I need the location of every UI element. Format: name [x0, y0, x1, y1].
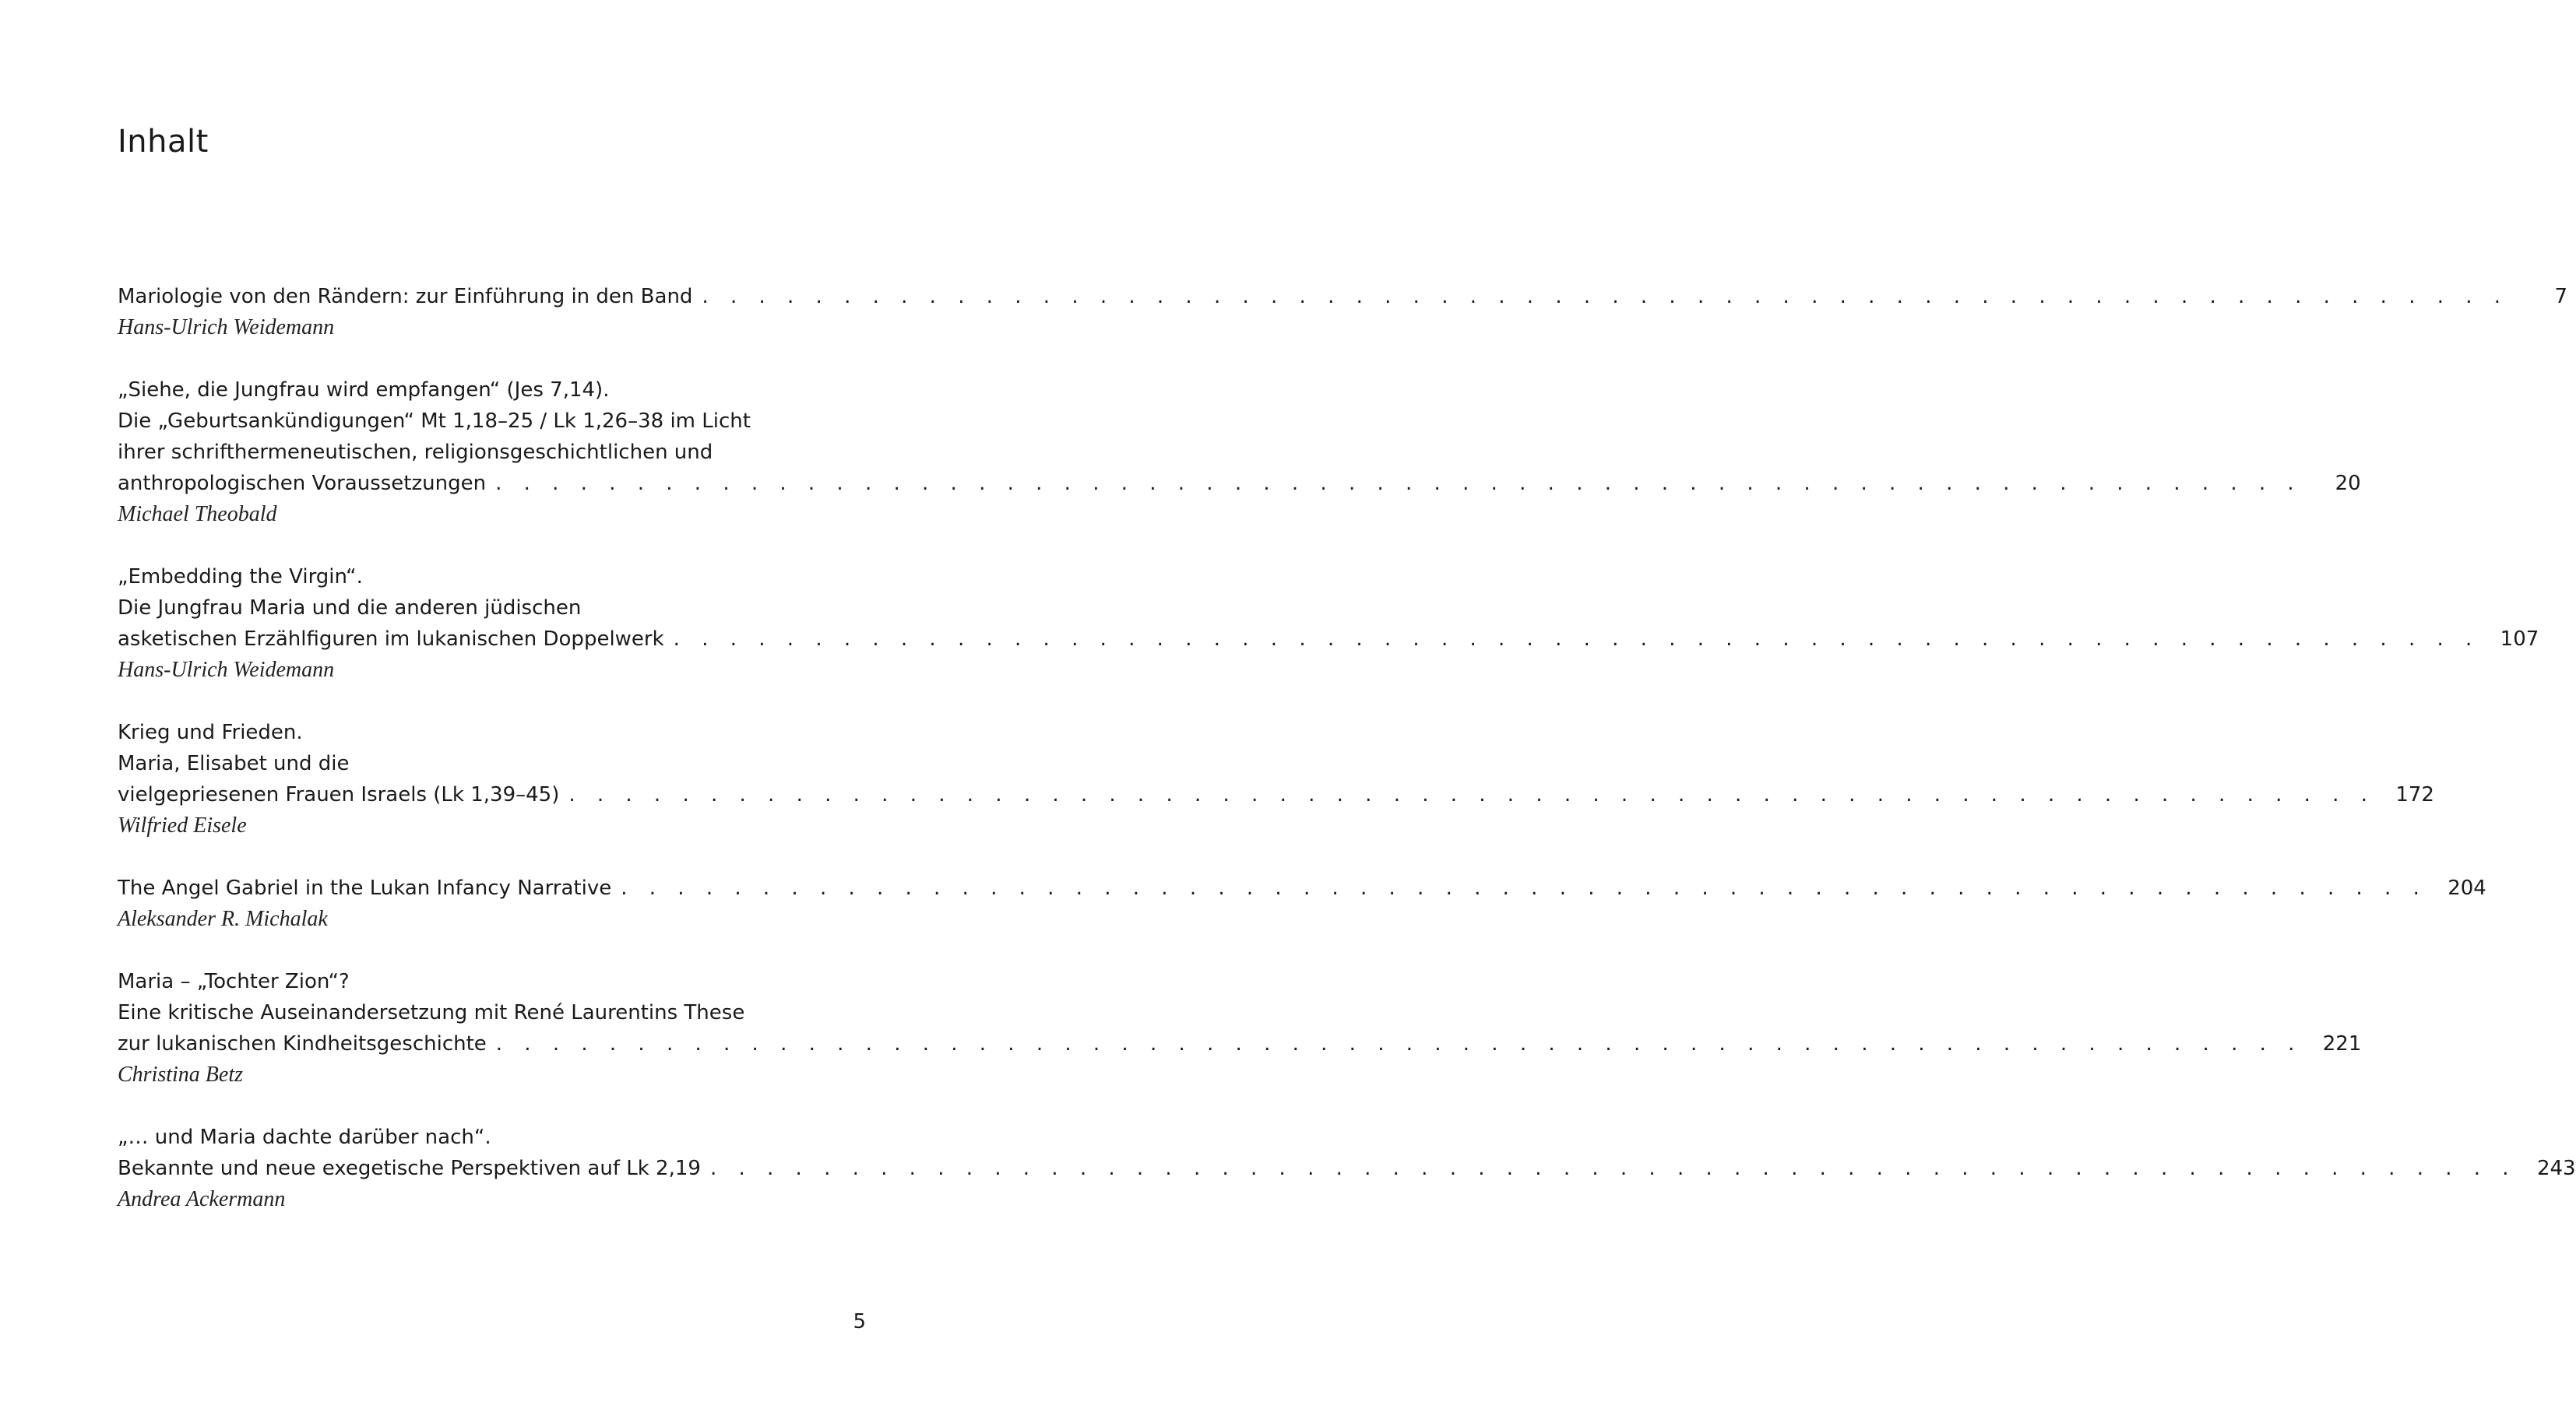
dot-leader: . . . . . . . . . . . . . . . . . . . . . . . . . . . . . . . . . . . . . . . . . . . . . . . . . . . . . . . . . . . . . . . .	[702, 285, 2509, 308]
toc-entry-author: Andrea Ackermann	[118, 1187, 286, 1211]
toc-entry-page-number: 20	[2335, 472, 2361, 495]
dot-leader: . . . . . . . . . . . . . . . . . . . . . . . . . . . . . . . . . . . . . . . . . . . . . . . . . . . . . . . . . . . . . . . .	[568, 783, 2375, 806]
toc-entry-author: Michael Theobald	[118, 502, 277, 526]
toc-entry[interactable]	[118, 561, 2539, 686]
toc-entry-title-line: Eine kritische Auseinandersetzung mit René Laurentins These	[118, 1001, 745, 1024]
toc-entry-title-line: Krieg und Frieden.	[118, 721, 303, 744]
toc-entry-title-line: Mariologie von den Rändern: zur Einführung in den Band	[118, 285, 693, 308]
toc-entry-page-number: 7	[2554, 285, 2568, 308]
toc-entry-final-line	[118, 873, 2486, 904]
dot-leader: . . . . . . . . . . . . . . . . . . . . . . . . . . . . . . . . . . . . . . . . . . . . . . . . . . . . . . . . . . . . . . . .	[621, 877, 2427, 900]
toc-entry-author: Hans-Ulrich Weidemann	[118, 315, 335, 339]
toc-entry-author: Hans-Ulrich Weidemann	[118, 658, 335, 682]
toc-entry-page-number: 243	[2536, 1157, 2576, 1180]
toc-entry[interactable]	[118, 374, 2361, 530]
toc-entry-title-line: „… und Maria dachte darüber nach“.	[118, 1126, 491, 1149]
toc-entry[interactable]	[118, 281, 2568, 343]
page-number: 5	[853, 1310, 866, 1333]
toc-entry-author: Wilfried Eisele	[118, 813, 247, 838]
toc-entry-title-line: „Siehe, die Jungfrau wird empfangen“ (Jes 7,14).	[118, 378, 610, 402]
dot-leader: . . . . . . . . . . . . . . . . . . . . . . . . . . . . . . . . . . . . . . . . . . . . . . . . . . . . . . . . . . . . . . . .	[495, 472, 2302, 495]
toc-entry-title-line: Die „Geburtsankündigungen“ Mt 1,18–25 / Lk 1,26–38 im Licht	[118, 409, 751, 433]
dot-leader: . . . . . . . . . . . . . . . . . . . . . . . . . . . . . . . . . . . . . . . . . . . . . . . . . . . . . . . . . . . . . . . .	[673, 627, 2480, 651]
toc-entry-title-line: zur lukanischen Kindheitsgeschichte	[118, 1032, 487, 1056]
toc-entry-title-line: vielgepriesenen Frauen Israels (Lk 1,39–45)	[118, 783, 560, 806]
toc-entry-page-number: 221	[2322, 1032, 2362, 1056]
toc-entry-title-line: „Embedding the Virgin“.	[118, 565, 363, 589]
toc-entry-title-line: Bekannte und neue exegetische Perspektiven auf Lk 2,19	[118, 1157, 701, 1180]
toc-entry-title-line: asketischen Erzählfiguren im lukanischen Doppelwerk	[118, 627, 664, 651]
toc-entry-title-line: The Angel Gabriel in the Lukan Infancy Narrative	[118, 877, 612, 900]
toc-entry-final-line	[118, 1153, 2576, 1184]
toc-entry-page-number: 172	[2395, 783, 2434, 806]
toc-entry-author: Aleksander R. Michalak	[118, 907, 328, 931]
page-title: Inhalt	[118, 124, 209, 160]
toc-entry-page-number: 107	[2500, 627, 2539, 651]
table-of-contents	[118, 281, 2576, 1215]
toc-entry-title-line: anthropologischen Voraussetzungen	[118, 472, 487, 495]
toc-entry-title-line: ihrer schrifthermeneutischen, religionsgeschichtlichen und	[118, 441, 713, 464]
toc-entry-final-line	[118, 624, 2539, 655]
toc-entry-final-line	[118, 779, 2434, 810]
toc-entry-final-line	[118, 1028, 2362, 1059]
toc-entry-page-number: 204	[2448, 877, 2486, 900]
toc-entry-title-line: Die Jungfrau Maria und die anderen jüdischen	[118, 596, 582, 620]
toc-entry-final-line	[118, 281, 2568, 312]
toc-entry[interactable]	[118, 966, 2362, 1091]
dot-leader: . . . . . . . . . . . . . . . . . . . . . . . . . . . . . . . . . . . . . . . . . . . . . . . . . . . . . . . . . . . . . . . .	[495, 1032, 2303, 1056]
toc-entry-title-line: Maria – „Tochter Zion“?	[118, 970, 350, 993]
toc-entry[interactable]	[118, 1122, 2576, 1215]
toc-entry[interactable]	[118, 873, 2486, 935]
toc-entry-final-line	[118, 468, 2361, 499]
dot-leader: . . . . . . . . . . . . . . . . . . . . . . . . . . . . . . . . . . . . . . . . . . . . . . . . . . . . . . . . . . . . . . . .	[709, 1157, 2517, 1180]
toc-entry[interactable]	[118, 717, 2434, 842]
toc-entry-author: Christina Betz	[118, 1063, 244, 1087]
toc-entry-title-line: Maria, Elisabet und die	[118, 752, 350, 775]
